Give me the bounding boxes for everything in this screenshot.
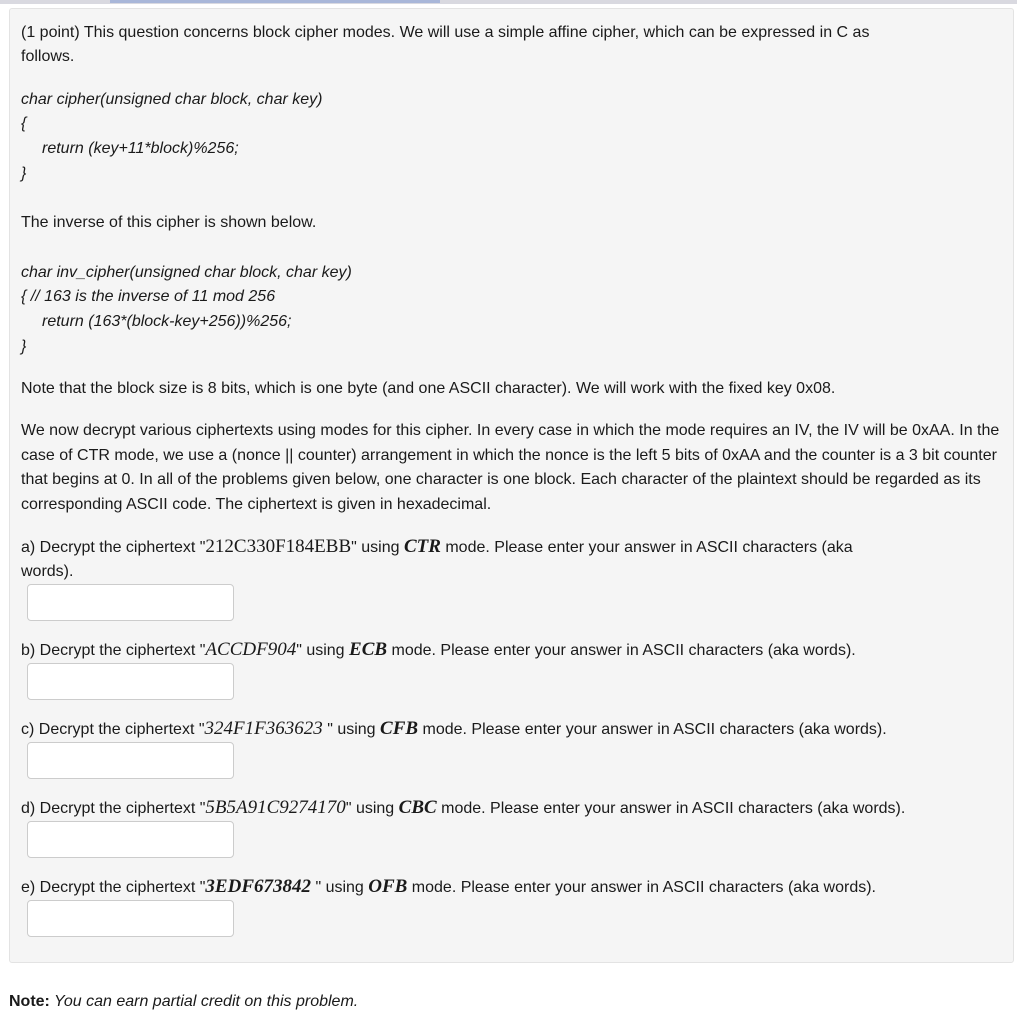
question-c-text: c) Decrypt the ciphertext "324F1F363623 " using CFB mode. Please enter your answer in ASCII characters (aka words). xyxy=(21,718,887,739)
partial-credit-note xyxy=(9,990,358,1014)
question-c-mode: CFB xyxy=(380,718,419,739)
question-a-ciphertext: 212C330F184EBB xyxy=(205,536,352,557)
question-d-text: d) Decrypt the ciphertext "5B5A91C9274170" using CBC mode. Please enter your answer in ASCII characters (aka words). xyxy=(21,797,906,818)
question-d-ciphertext: 5B5A91C9274170 xyxy=(205,797,346,818)
cipher-close-brace: } xyxy=(21,165,27,182)
note-label: Note: xyxy=(9,993,50,1010)
inverse-body: return (163*(block-key+256))%256; xyxy=(42,313,292,330)
question-e-mode: OFB xyxy=(368,876,408,897)
answer-c-input[interactable] xyxy=(27,742,234,779)
cipher-body: return (key+11*block)%256; xyxy=(42,140,239,157)
question-e-text: e) Decrypt the ciphertext "3EDF673842 " using OFB mode. Please enter your answer in ASCII characters (aka words). xyxy=(21,876,876,897)
inverse-open-brace: { // 163 is the inverse of 11 mod 256 xyxy=(21,288,276,305)
block-size-note: Note that the block size is 8 bits, which is one byte (and one ASCII character). We will work with the fixed key 0x08. xyxy=(21,380,836,397)
intro-line-2: follows. xyxy=(21,48,75,65)
points-label: (1 point) xyxy=(21,24,80,41)
mode-description: We now decrypt various ciphertexts using modes for this cipher. In every case in which the mode requires an IV, the IV will be 0xAA. In the case of CTR mode, we use a (nonce || counter) arrangement in which the nonce is the left 5 bits of 0xAA and the counter is a 3 bit counter that begins at 0. In all of the problems given below, one character is one block. Each character of the plaintext should be regarded as its corresponding ASCII code. The ciphertext is given in hexadecimal. xyxy=(21,422,1000,513)
question-b-ciphertext: ACCDF904 xyxy=(205,639,297,660)
problem-box xyxy=(9,8,1014,963)
question-a-text: a) Decrypt the ciphertext "212C330F184EBB" using CTR mode. Please enter your answer in ASCII characters (aka xyxy=(21,536,853,557)
inverse-intro: The inverse of this cipher is shown below. xyxy=(21,214,317,231)
top-border-accent xyxy=(110,0,440,3)
question-b-mode: ECB xyxy=(349,639,388,660)
question-d-mode: CBC xyxy=(398,797,437,818)
inverse-close-brace: } xyxy=(21,338,27,355)
answer-e-input[interactable] xyxy=(27,900,234,937)
question-e-ciphertext: 3EDF673842 xyxy=(205,876,311,897)
note-text: You can earn partial credit on this problem. xyxy=(49,993,359,1010)
question-a-mode: CTR xyxy=(403,536,441,557)
answer-b-input[interactable] xyxy=(27,663,234,700)
cipher-open-brace: { xyxy=(21,115,27,132)
answer-d-input[interactable] xyxy=(27,821,234,858)
question-c-ciphertext: 324F1F363623 xyxy=(204,718,323,739)
question-b-text: b) Decrypt the ciphertext "ACCDF904" using ECB mode. Please enter your answer in ASCII characters (aka words). xyxy=(21,639,856,660)
cipher-signature: char cipher(unsigned char block, char key) xyxy=(21,91,323,108)
answer-a-input[interactable] xyxy=(27,584,234,621)
question-a-text-cont: words). xyxy=(21,563,74,580)
inverse-signature: char inv_cipher(unsigned char block, char key) xyxy=(21,264,352,281)
intro-line-1 xyxy=(21,21,869,45)
intro-text: This question concerns block cipher modes. We will use a simple affine cipher, which can be expressed in C as xyxy=(83,24,870,41)
